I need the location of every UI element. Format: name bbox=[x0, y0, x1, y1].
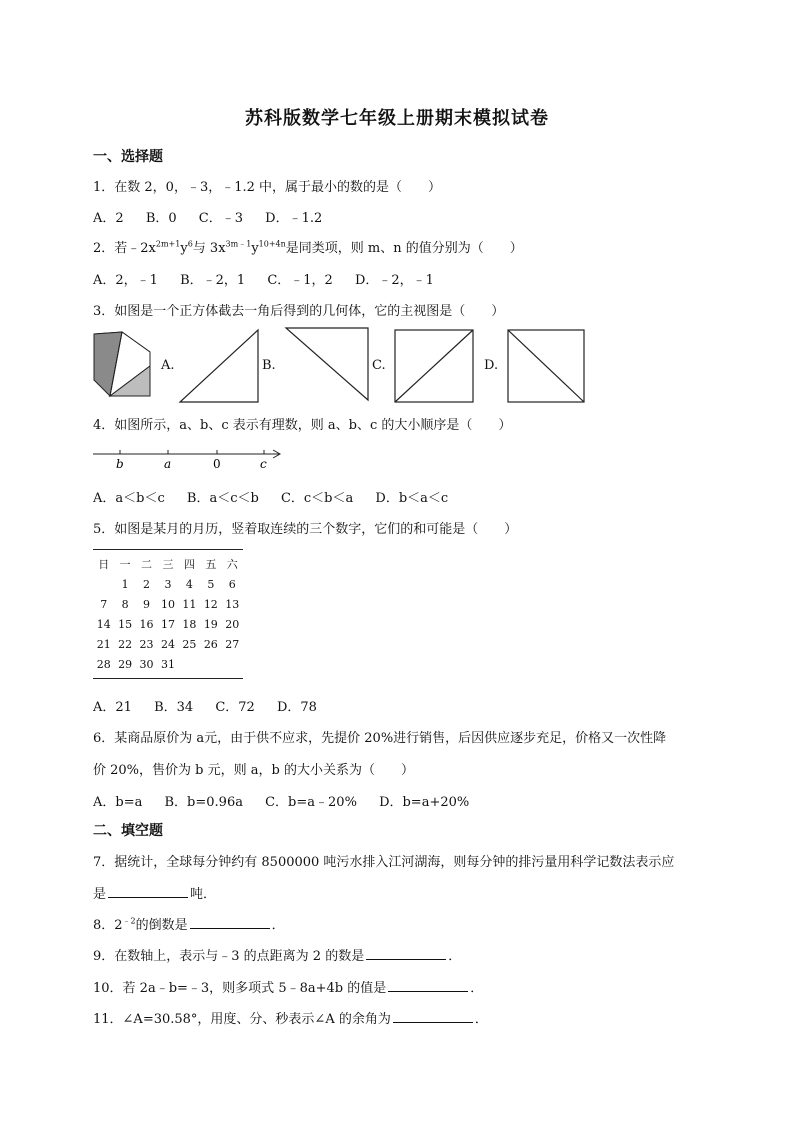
q9-text-post: ． bbox=[448, 949, 462, 964]
cube-cut-corner-figure bbox=[92, 330, 160, 400]
q5-option-d: D．78 bbox=[276, 700, 317, 715]
q2-stem bbox=[93, 237, 523, 256]
q2-exp-1: 2m+1 bbox=[155, 239, 181, 249]
q5-option-b: B．34 bbox=[154, 700, 194, 715]
q2-options bbox=[93, 269, 452, 288]
q3-option-c-label: C. bbox=[372, 358, 386, 373]
q6-stem-line-1: 6．某商品原价为 a元，由于供不应求，先提价 20%进行销售，后因供应逐步充足，价格又一次性降 bbox=[93, 731, 667, 746]
q8-text-pre: 8．2 bbox=[93, 918, 123, 933]
q2-option-c: C．﹣1，2 bbox=[267, 273, 333, 288]
q3-option-d-label: D. bbox=[484, 358, 499, 373]
q2-text-y2: y bbox=[251, 241, 259, 256]
q7-text-pre: 是 bbox=[93, 887, 107, 902]
calendar-day: 29 bbox=[118, 658, 133, 671]
q3-option-a-label: A. bbox=[161, 358, 175, 373]
calendar-day: 30 bbox=[139, 658, 154, 671]
q7-answer-blank[interactable] bbox=[108, 885, 188, 898]
q6-option-b: B．b=0.96a bbox=[164, 795, 243, 810]
q8-answer-blank[interactable] bbox=[190, 916, 270, 929]
calendar-day: 26 bbox=[203, 638, 218, 651]
q4-stem: 4．如图所示，a、b、c 表示有理数，则 a、b、c 的大小顺序是（ ） bbox=[93, 418, 512, 433]
page-title: 苏科版数学七年级上册期末模拟试卷 bbox=[245, 108, 549, 129]
q10-stem bbox=[93, 977, 483, 996]
calendar-week-row bbox=[93, 634, 243, 654]
q2-option-a: A．2，﹣1 bbox=[93, 273, 158, 288]
q4-options bbox=[93, 487, 466, 506]
calendar-day: 13 bbox=[225, 598, 240, 611]
number-line-label-c: c bbox=[260, 457, 267, 471]
q4-option-c: C．c＜b＜a bbox=[280, 491, 354, 506]
calendar-day: 10 bbox=[160, 598, 175, 611]
calendar-day: 31 bbox=[160, 658, 175, 671]
calendar-day: 5 bbox=[207, 578, 215, 591]
calendar-day: 11 bbox=[182, 598, 197, 611]
q10-text-post: ． bbox=[470, 981, 484, 996]
q1-option-c: C．﹣3 bbox=[198, 211, 243, 226]
number-line bbox=[93, 446, 293, 472]
calendar-week-row bbox=[93, 654, 243, 674]
calendar-day: 6 bbox=[228, 578, 236, 591]
q4-option-b: B．a＜c＜b bbox=[186, 491, 259, 506]
q7-stem-line-1: 7．据统计，全球每分钟约有 8500000 吨污水排入江河湖海，则每分钟的排污量用科学记数法表示应 bbox=[93, 855, 675, 870]
q6-options bbox=[93, 791, 487, 810]
calendar-day: 9 bbox=[143, 598, 151, 611]
q4-option-d: D．b＜a＜c bbox=[375, 491, 449, 506]
calendar-header-thu: 四 bbox=[183, 558, 195, 571]
q3-option-d-figure bbox=[506, 328, 586, 404]
q2-text-pre: 2．若﹣2x bbox=[93, 241, 156, 256]
q11-text-post: ． bbox=[474, 1012, 488, 1027]
calendar-day: 14 bbox=[96, 618, 111, 631]
calendar-day: 20 bbox=[225, 618, 240, 631]
calendar-day: 24 bbox=[160, 638, 175, 651]
section-fill-heading: 二、填空题 bbox=[93, 823, 163, 839]
number-line-label-a: a bbox=[164, 457, 172, 471]
q2-exp-4: 10+4n bbox=[258, 239, 286, 249]
q11-text-pre: 11．∠A=30.58°，用度、分、秒表示∠A 的余角为 bbox=[93, 1012, 391, 1027]
q1-options bbox=[93, 207, 340, 226]
q2-option-b: B．﹣2，1 bbox=[180, 273, 246, 288]
calendar-day: 23 bbox=[139, 638, 154, 651]
q8-text-mid: 的倒数是 bbox=[135, 918, 188, 933]
calendar-day bbox=[222, 654, 243, 674]
calendar bbox=[93, 549, 243, 679]
q9-stem bbox=[93, 945, 461, 964]
calendar-header-mon: 一 bbox=[119, 558, 131, 571]
calendar-day: 21 bbox=[96, 638, 111, 651]
calendar-day: 15 bbox=[118, 618, 133, 631]
calendar-header-sat: 六 bbox=[226, 558, 238, 571]
q2-option-d: D．﹣2，﹣1 bbox=[354, 273, 434, 288]
q1-stem: 1．在数 2，0，﹣3，﹣1.2 中，属于最小的数的是（ ） bbox=[93, 180, 442, 195]
q1-option-d: D．﹣1.2 bbox=[265, 211, 323, 226]
q10-text-pre: 10．若 2a﹣b=﹣3，则多项式 5﹣8a+4b 的值是 bbox=[93, 981, 387, 996]
q3-stem: 3．如图是一个正方体截去一角后得到的几何体，它的主视图是（ ） bbox=[93, 304, 505, 319]
q6-option-d: D．b=a+20% bbox=[379, 795, 470, 810]
calendar-day bbox=[200, 654, 221, 674]
q3-option-b-figure bbox=[284, 326, 370, 402]
number-line-label-zero: 0 bbox=[213, 457, 221, 471]
q9-answer-blank[interactable] bbox=[366, 947, 446, 960]
q2-exp-2: 6 bbox=[187, 239, 193, 249]
calendar-day: 27 bbox=[225, 638, 240, 651]
calendar-day: 1 bbox=[121, 578, 129, 591]
calendar-header-sun: 日 bbox=[98, 558, 110, 571]
calendar-header-row bbox=[93, 550, 243, 574]
q10-answer-blank[interactable] bbox=[388, 979, 468, 992]
calendar-header-tue: 二 bbox=[141, 558, 153, 571]
q1-option-b: B．0 bbox=[145, 211, 177, 226]
calendar-day: 18 bbox=[182, 618, 197, 631]
q5-option-c: C．72 bbox=[215, 700, 255, 715]
q11-stem bbox=[93, 1008, 488, 1027]
calendar-day: 2 bbox=[143, 578, 151, 591]
q7-text-post: 吨． bbox=[190, 887, 217, 902]
q8-exp: ﹣2 bbox=[122, 916, 136, 926]
q9-text-pre: 9．在数轴上，表示与﹣3 的点距离为 2 的数是 bbox=[93, 949, 365, 964]
calendar-bottom-rule bbox=[93, 678, 243, 679]
q8-text-post: ． bbox=[271, 918, 285, 933]
calendar-day bbox=[179, 654, 200, 674]
calendar-header-fri: 五 bbox=[205, 558, 217, 571]
q6-option-a: A．b=a bbox=[93, 795, 143, 810]
q3-option-c-figure bbox=[393, 328, 475, 404]
q5-stem: 5．如图是某月的月历，竖着取连续的三个数字，它们的和可能是（ ） bbox=[93, 522, 518, 537]
calendar-day: 8 bbox=[121, 598, 129, 611]
q7-stem-line-2 bbox=[93, 883, 216, 902]
calendar-week-row bbox=[93, 614, 243, 634]
q4-option-a: A．a＜b＜c bbox=[93, 491, 165, 506]
q5-options bbox=[93, 696, 335, 715]
q1-option-a: A．2 bbox=[93, 211, 124, 226]
calendar-header-wed: 三 bbox=[162, 558, 174, 571]
number-line-label-b: b bbox=[116, 457, 124, 471]
q11-answer-blank[interactable] bbox=[393, 1010, 473, 1023]
q8-stem bbox=[93, 914, 285, 933]
q2-exp-3: 3m﹣1 bbox=[225, 239, 252, 249]
section-choice-heading: 一、选择题 bbox=[93, 149, 163, 165]
calendar-day: 7 bbox=[100, 598, 108, 611]
calendar-week-row bbox=[93, 574, 243, 594]
q2-text-y1: y bbox=[180, 241, 188, 256]
calendar-day: 19 bbox=[203, 618, 218, 631]
q2-text-post: 是同类项，则 m、n 的值分别为（ ） bbox=[285, 241, 523, 256]
calendar-day: 17 bbox=[160, 618, 175, 631]
q3-option-b-label: B. bbox=[262, 358, 276, 373]
q6-stem-line-2: 价 20%，售价为 b 元，则 a，b 的大小关系为（ ） bbox=[93, 763, 414, 778]
q3-option-a-figure bbox=[178, 328, 260, 404]
calendar-day: 12 bbox=[203, 598, 218, 611]
calendar-day: 3 bbox=[164, 578, 172, 591]
calendar-day: 25 bbox=[182, 638, 197, 651]
q5-option-a: A．21 bbox=[93, 700, 132, 715]
calendar-day: 22 bbox=[118, 638, 133, 651]
calendar-week-row bbox=[93, 594, 243, 614]
q6-option-c: C．b=a﹣20% bbox=[265, 795, 357, 810]
calendar-day: 4 bbox=[185, 578, 193, 591]
calendar-day: 16 bbox=[139, 618, 154, 631]
q2-text-mid: 与 3x bbox=[192, 241, 226, 256]
calendar-day: 28 bbox=[96, 658, 111, 671]
calendar-day bbox=[93, 574, 114, 594]
calendar-table bbox=[93, 550, 243, 674]
